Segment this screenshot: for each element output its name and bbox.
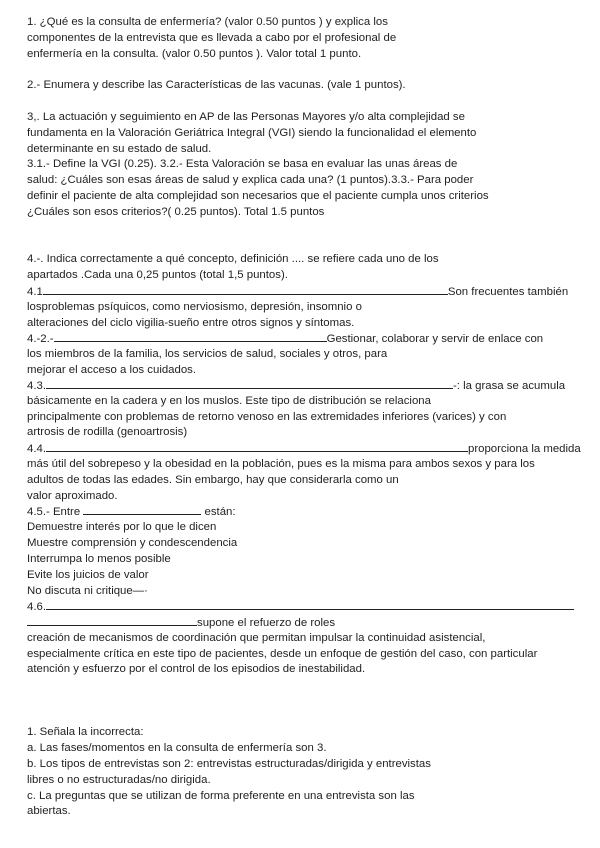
list-item: Demuestre interés por lo que le dicen bbox=[27, 521, 217, 533]
item-4-4-number: 4.4. bbox=[27, 443, 46, 455]
item-4-1 bbox=[27, 284, 568, 301]
item-4-3-line-2: básicamente en la cadera y en los muslos. Este tipo de distribución se relaciona bbox=[27, 395, 431, 407]
list-item: No discuta ni critique—· bbox=[27, 585, 148, 597]
q1-line-3: enfermería en la consulta. (valor 0.50 puntos ). Valor total 1 punto. bbox=[27, 48, 362, 60]
item-4-3 bbox=[27, 378, 565, 395]
item-4-2-blank[interactable] bbox=[54, 331, 327, 342]
list-item: Muestre comprensión y condescendencia bbox=[27, 537, 238, 549]
q3-line-5: salud: ¿Cuáles son esas áreas de salud y explica cada una? (1 puntos).3.3.- Para poder bbox=[27, 174, 474, 186]
item-4-2-line-3: mejorar el acceso a los cuidados. bbox=[27, 364, 197, 376]
item-4-4-line-2: más útil del sobrepeso y la obesidad en la población, pues es la misma para ambos sexos y para los bbox=[27, 458, 535, 470]
item-4-1-line-2: losproblemas psíquicos, como nerviosismo, depresión, insomnio o bbox=[27, 301, 362, 313]
mc1-option-c-line-1: c. La preguntas que se utilizan de forma preferente en una entrevista son las bbox=[27, 790, 415, 802]
item-4-1-blank[interactable] bbox=[43, 284, 448, 295]
item-4-5-blank[interactable] bbox=[83, 504, 201, 515]
q3-line-1: 3,. La actuación y seguimiento en AP de las Personas Mayores y/o alta complejidad se bbox=[27, 111, 465, 123]
item-4-6-blank-2[interactable] bbox=[27, 615, 197, 626]
item-4-3-blank[interactable] bbox=[46, 378, 453, 389]
item-4-6-number: 4.6. bbox=[27, 601, 46, 613]
q4-line-2: apartados .Cada una 0,25 puntos (total 1,5 puntos). bbox=[27, 269, 288, 281]
item-4-5-number: 4.5.- Entre bbox=[27, 506, 81, 518]
item-4-5-tail: están: bbox=[204, 506, 236, 518]
item-4-3-line-3: principalmente con problemas de retorno venoso en las extremidades inferiores (varices) y con bbox=[27, 411, 507, 423]
q3-line-7: ¿Cuáles son esos criterios?( 0.25 puntos). Total 1.5 puntos bbox=[27, 206, 325, 218]
item-4-1-tail: Son frecuentes también bbox=[447, 286, 569, 298]
item-4-5 bbox=[27, 504, 236, 521]
item-4-4-line-4: valor aproximado. bbox=[27, 490, 118, 502]
item-4-4-tail: proporciona la medida bbox=[468, 443, 581, 455]
list-item: Interrumpa lo menos posible bbox=[27, 553, 171, 565]
item-4-3-tail: -: la grasa se acumula bbox=[453, 380, 566, 392]
item-4-6-tail: supone el refuerzo de roles bbox=[197, 617, 336, 629]
item-4-2 bbox=[27, 331, 543, 348]
item-4-2-line-2: los miembros de la familia, los servicios de salud, sociales y otros, para bbox=[27, 348, 388, 360]
item-4-6-line-1b bbox=[27, 615, 335, 632]
q1-line-2: componentes de la entrevista que es llevada a cabo por el profesional de bbox=[27, 32, 397, 44]
item-4-6-line-3: especialmente crítica en este tipo de pacientes, desde un enfoque de gestión del caso, con particular bbox=[27, 648, 538, 660]
item-4-4-blank[interactable] bbox=[46, 441, 468, 452]
list-item: Evite los juicios de valor bbox=[27, 569, 149, 581]
q2-line-1: 2.- Enumera y describe las Características de las vacunas. (vale 1 puntos). bbox=[27, 79, 406, 91]
mc1-option-b-line-2: libres o no estructuradas/no dirigida. bbox=[27, 774, 211, 786]
item-4-1-line-3: alteraciones del ciclo vigilia-sueño entre otros signos y síntomas. bbox=[27, 317, 355, 329]
mc1-option-c-line-2: abiertas. bbox=[27, 805, 71, 817]
item-4-4 bbox=[27, 441, 581, 458]
item-4-6 bbox=[27, 599, 574, 616]
item-4-3-number: 4.3. bbox=[27, 380, 46, 392]
item-4-3-line-4: artrosis de rodilla (genoartrosis) bbox=[27, 426, 188, 438]
q3-line-6: definir el paciente de alta complejidad son necesarios que el paciente cumpla unos criterios bbox=[27, 190, 489, 202]
item-4-6-line-2: creación de mecanismos de coordinación que permitan impulsar la continuidad asistencial, bbox=[27, 632, 486, 644]
q3-line-3: determinante en su estado de salud. bbox=[27, 143, 212, 155]
item-4-2-number: 4.-2.- bbox=[27, 333, 54, 345]
item-4-2-tail: Gestionar, colaborar y servir de enlace con bbox=[326, 333, 544, 345]
item-4-1-number: 4.1 bbox=[27, 286, 43, 298]
q4-line-1: 4.-. Indica correctamente a qué concepto, definición .... se refiere cada uno de los bbox=[27, 253, 439, 265]
q3-line-4: 3.1.- Define la VGI (0.25). 3.2.- Esta Valoración se basa en evaluar las unas áreas de bbox=[27, 158, 458, 170]
item-4-4-line-3: adultos de todas las edades. Sin embargo, hay que considerarla como un bbox=[27, 474, 399, 486]
q1-line-1: 1. ¿Qué es la consulta de enfermería? (valor 0.50 puntos ) y explica los bbox=[27, 16, 388, 28]
q3-line-2: fundamenta en la Valoración Geriátrica Integral (VGI) siendo la funcionalidad el elemento bbox=[27, 127, 477, 139]
mc1-option-a: a. Las fases/momentos en la consulta de enfermería son 3. bbox=[27, 742, 327, 754]
item-4-6-blank[interactable] bbox=[46, 599, 574, 610]
mc1-option-b-line-1: b. Los tipos de entrevistas son 2: entrevistas estructuradas/dirigida y entrevistas bbox=[27, 758, 431, 770]
item-4-6-line-4: atención y esfuerzo por el control de los episodios de inestabilidad. bbox=[27, 663, 366, 675]
mc1-heading: 1. Señala la incorrecta: bbox=[27, 726, 144, 738]
